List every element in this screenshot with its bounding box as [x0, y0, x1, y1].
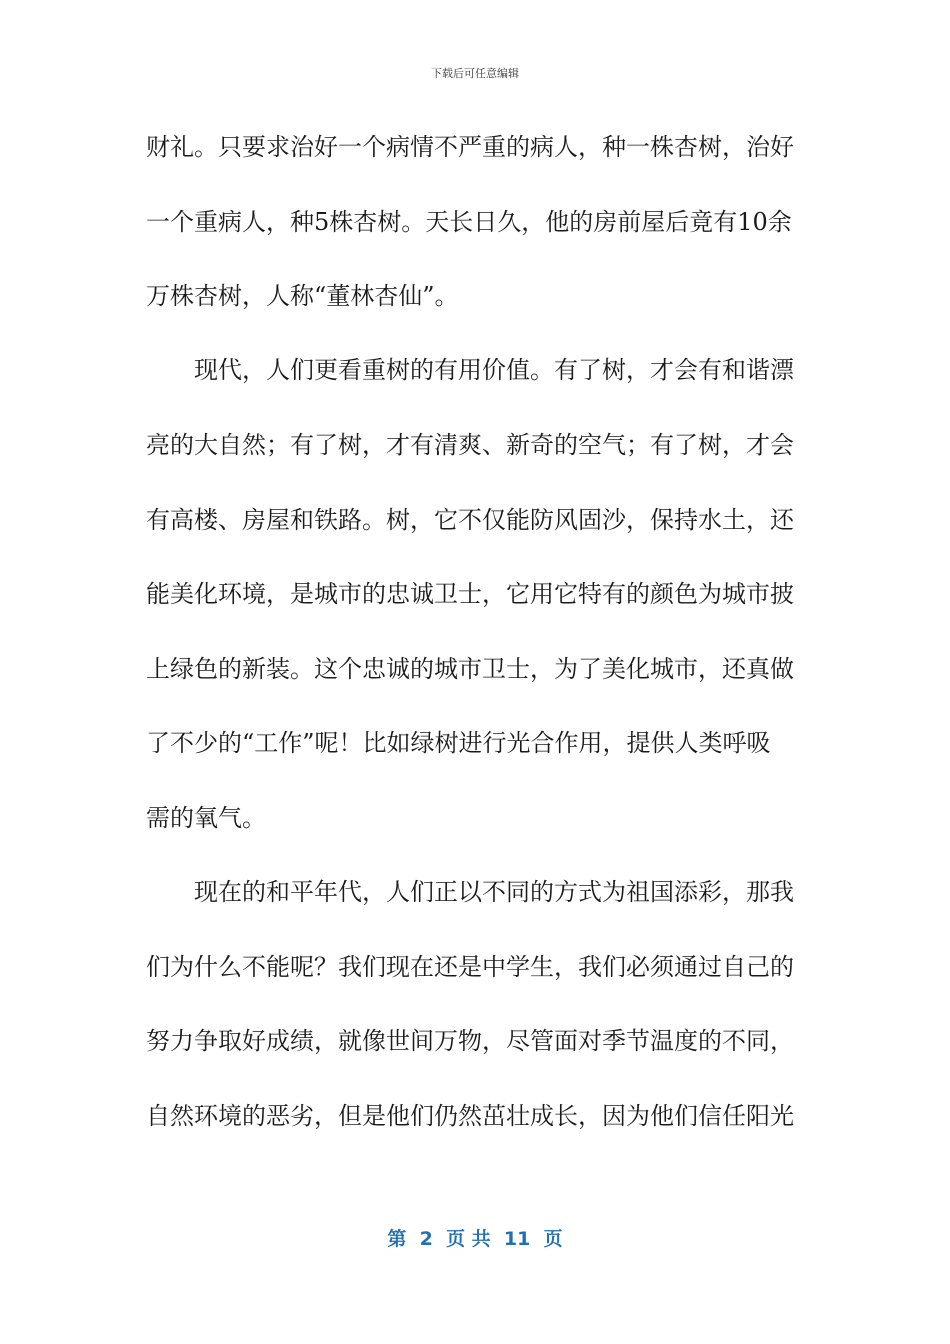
body-line: 现在的和平年代，人们正以不同的方式为祖国添彩，那我 — [146, 878, 794, 906]
body-line: 财礼。只要求治好一个病情不严重的病人，种一株杏树，治好 — [146, 133, 794, 161]
body-line: 自然环境的恶劣，但是他们仍然茁壮成长，因为他们信任阳光 — [146, 1102, 794, 1130]
body-line: 亮的大自然；有了树，才有清爽、新奇的空气；有了树，才会 — [146, 431, 794, 459]
body-line: 上绿色的新装。这个忠诚的城市卫士，为了美化城市，还真做 — [146, 655, 794, 683]
body-line: 万株杏树，人称“董林杏仙”。 — [146, 282, 459, 310]
page-number-footer — [0, 1225, 950, 1253]
body-line: 有高楼、房屋和铁路。树，它不仅能防风固沙，保持水土，还 — [146, 506, 794, 534]
body-line: 现代，人们更看重树的有用价值。有了树，才会有和谐漂 — [146, 356, 794, 384]
body-line: 了不少的“工作”呢！比如绿树进行光合作用，提供人类呼吸 — [146, 729, 771, 757]
page-header-note: 下载后可任意编辑 — [431, 67, 519, 80]
body-line: 们为什么不能呢？我们现在还是中学生，我们必须通过自己的 — [146, 953, 794, 981]
body-line: 努力争取好成绩，就像世间万物，尽管面对季节温度的不同， — [146, 1027, 794, 1055]
body-line: 一个重病人，种5株杏树。天长日久，他的房前屋后竟有10余 — [146, 208, 792, 236]
body-line: 能美化环境，是城市的忠诚卫士，它用它特有的颜色为城市披 — [146, 580, 794, 608]
page-number-text: 第 2 页 共 11 页 — [387, 1228, 563, 1250]
body-line: 需的氧气。 — [146, 804, 266, 832]
